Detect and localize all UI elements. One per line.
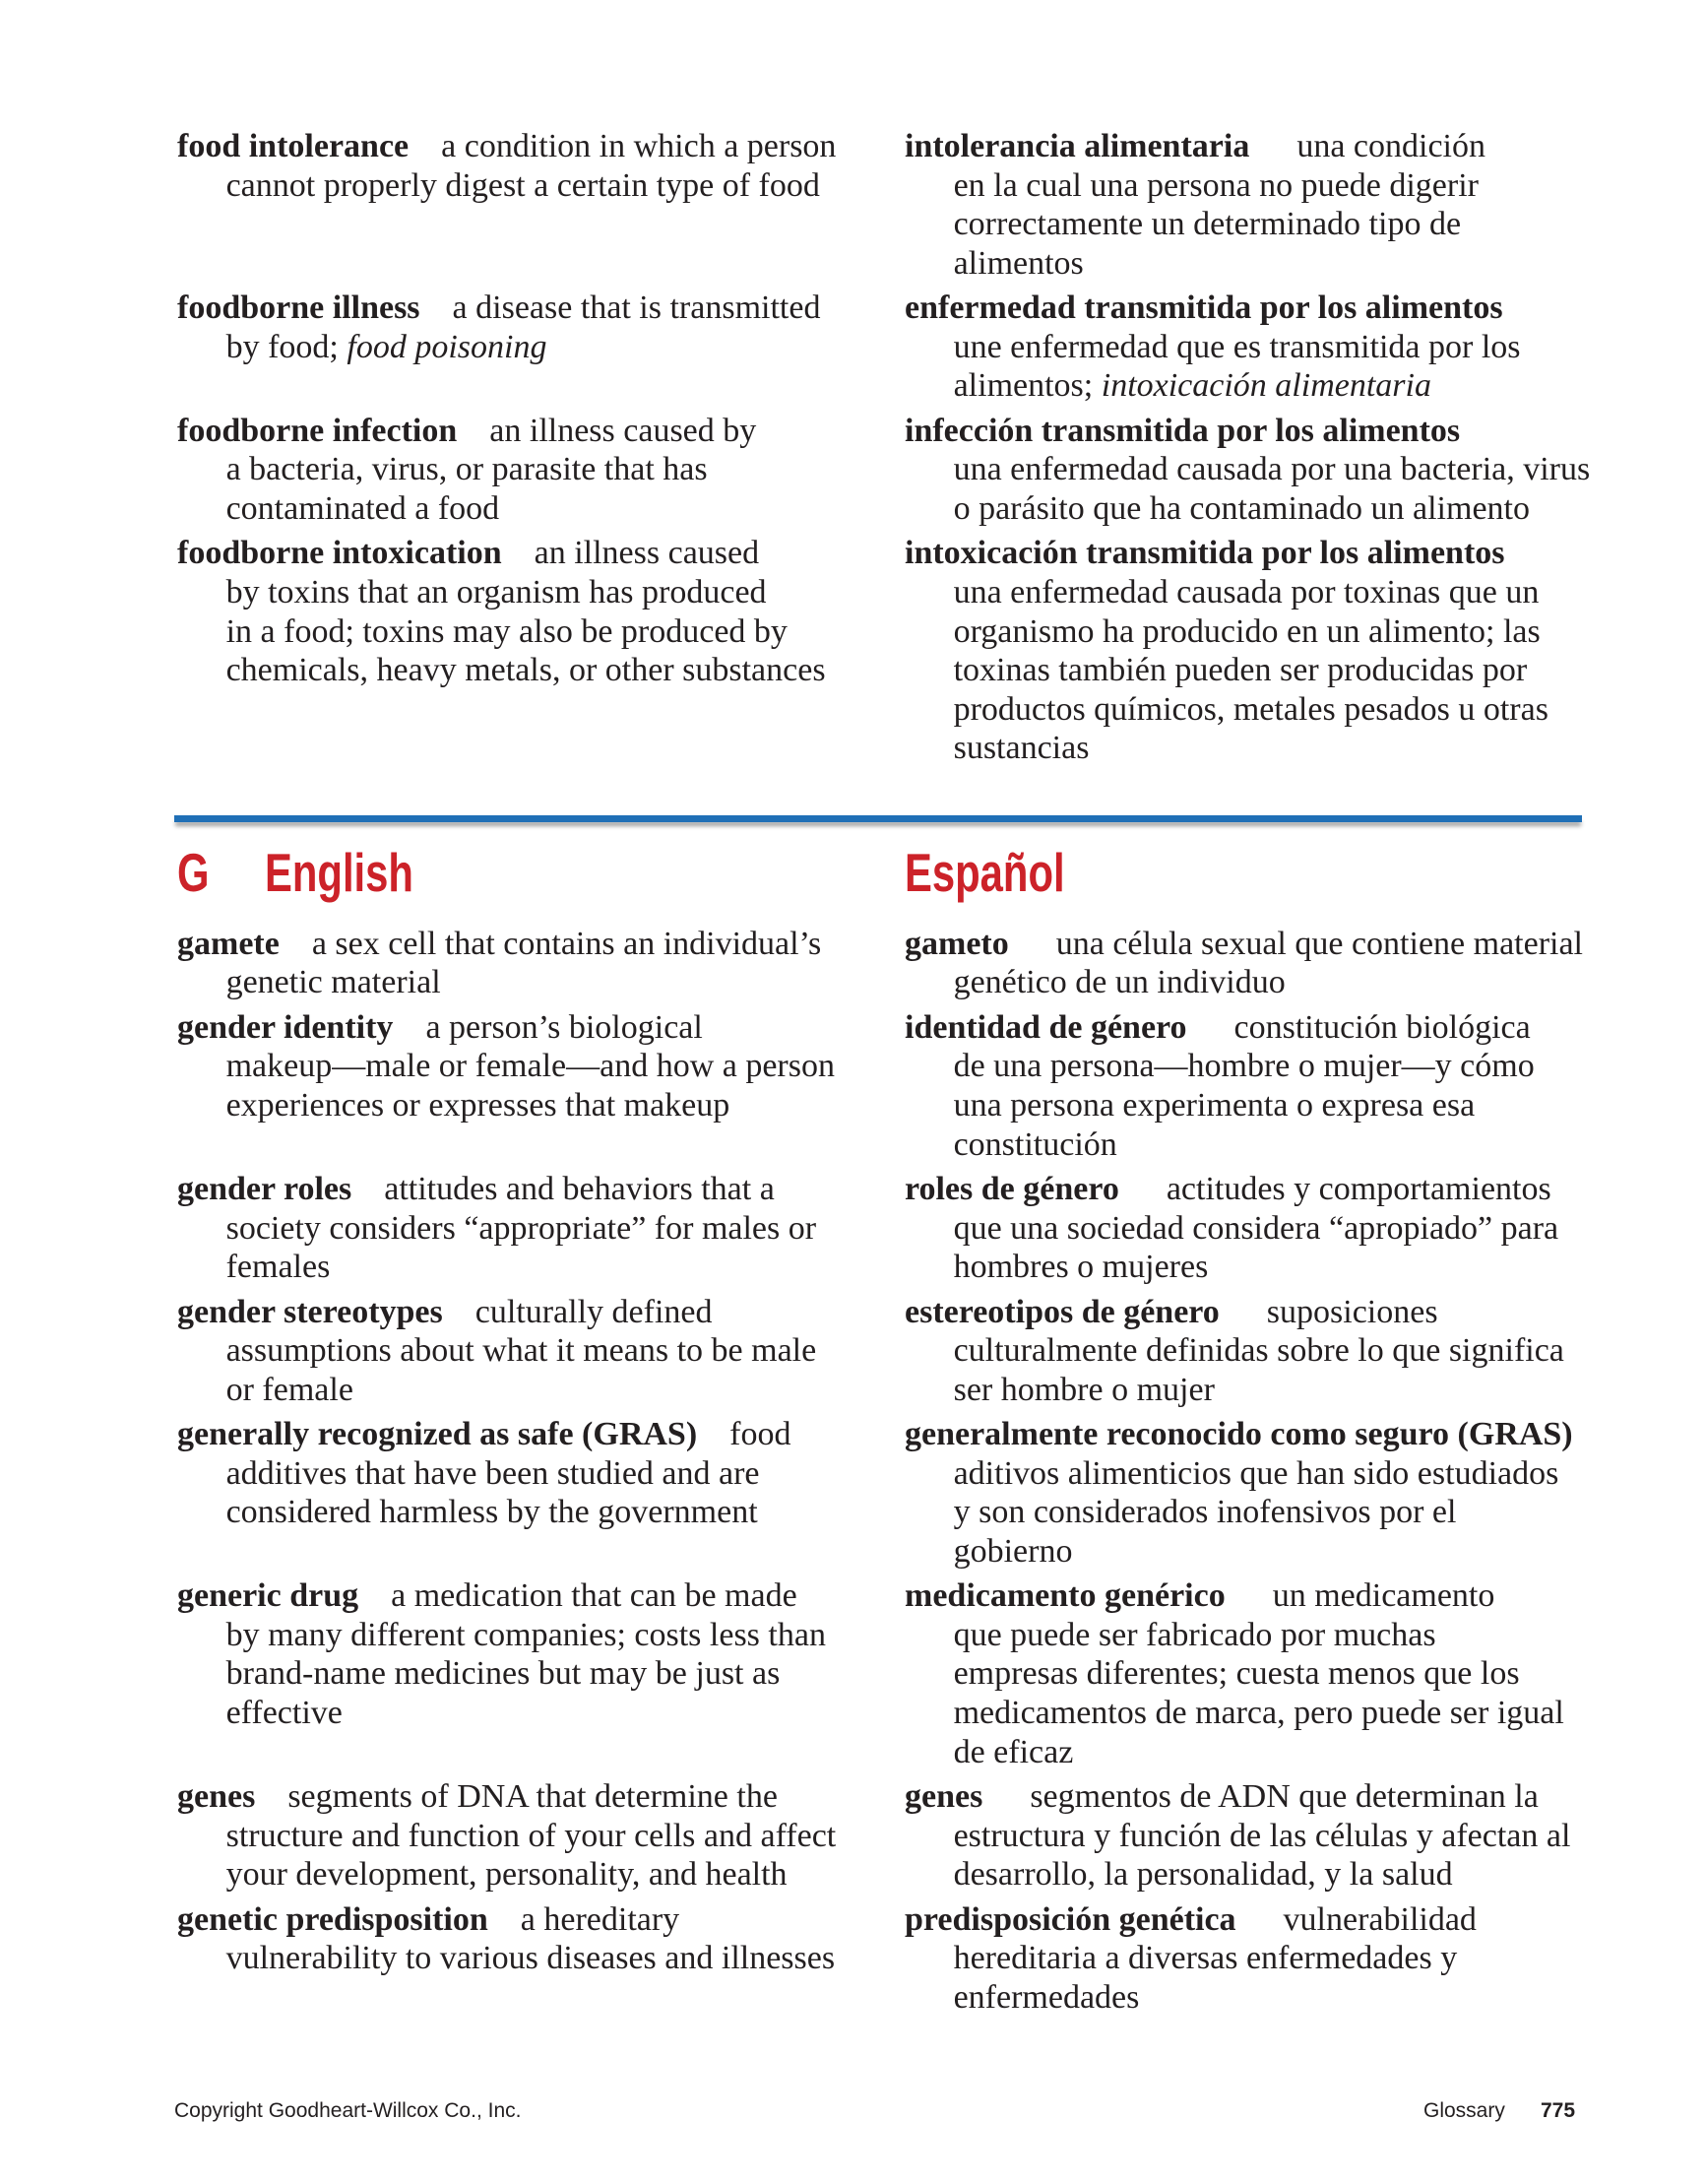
entry-term: gameto <box>905 925 1009 962</box>
entry-term: predisposición genética <box>905 1900 1236 1938</box>
entry-term: foodborne infection <box>177 412 458 449</box>
heading-spanish: Español <box>905 842 1065 903</box>
glossary-section-g <box>177 925 1653 2023</box>
glossary-entry-spanish <box>905 127 1653 283</box>
entry-term: gender identity <box>177 1008 394 1046</box>
entry-term: intoxicación transmitida por los alimentos <box>905 535 1505 572</box>
glossary-entry-spanish <box>905 1415 1653 1571</box>
glossary-row <box>177 1900 1653 2018</box>
entry-term: estereotipos de género <box>905 1293 1220 1330</box>
entry-term: generic drug <box>177 1577 359 1615</box>
entry-term: gender stereotypes <box>177 1293 443 1330</box>
footer-section-label: Glossary <box>1423 2099 1505 2122</box>
entry-definition: una enfermedad causada por una bacteria, virus o parásito que ha contaminado un alimento <box>953 451 1591 527</box>
entry-definition-italic: food poisoning <box>347 328 547 365</box>
entry-term: roles de género <box>905 1170 1119 1207</box>
entry-term: food intolerance <box>177 128 410 164</box>
entry-term: genetic predisposition <box>177 1900 488 1938</box>
glossary-row <box>177 1008 1653 1164</box>
entry-definition: a disease that is transmitted by food; <box>225 289 821 365</box>
entry-definition: a medication that can be made by many different companies; costs less than brand-name medicines but may be just as effective <box>225 1577 826 1732</box>
glossary-row <box>177 1415 1653 1571</box>
glossary-entry-english <box>177 925 905 1002</box>
glossary-row <box>177 1293 1653 1410</box>
glossary-entry-spanish <box>905 289 1653 406</box>
entry-definition: culturally defined assumptions about what it means to be male or female <box>225 1293 817 1408</box>
section-letter: G <box>177 842 210 903</box>
entry-definition: segments of DNA that determine the structure and function of your cells and affect your development, personality, and health <box>225 1778 837 1894</box>
entry-term: intolerancia alimentaria <box>905 128 1250 164</box>
entry-definition: una célula sexual que contiene material genético de un individuo <box>953 925 1584 1001</box>
entry-definition: a condition in which a person cannot properly digest a certain type of food <box>225 128 837 204</box>
glossary-row <box>177 289 1653 406</box>
entry-term: foodborne illness <box>177 289 420 327</box>
entry-definition: attitudes and behaviors that a society considers “appropriate” for males or females <box>225 1170 817 1286</box>
glossary-entry-spanish <box>905 1777 1653 1895</box>
glossary-entry-english <box>177 1170 905 1287</box>
glossary-entry-english <box>177 412 905 529</box>
entry-definition: vulnerabilidad hereditaria a diversas enfermedades y enfermedades <box>953 1900 1477 2016</box>
glossary-entry-english <box>177 127 905 283</box>
glossary-entry-english <box>177 1008 905 1164</box>
glossary-row <box>177 925 1653 1002</box>
heading-english: English <box>265 842 413 903</box>
entry-definition: una enfermedad causada por toxinas que un organismo ha producido en un alimento; las toxinas también pueden ser producidas por productos químicos, metales pesados u otras sustancias <box>953 573 1548 767</box>
entry-definition: une enfermedad que es transmitida por los alimentos; <box>953 328 1521 405</box>
entry-term: enfermedad transmitida por los alimentos <box>905 289 1503 327</box>
entry-definition: an illness caused by a bacteria, virus, or parasite that has contaminated a food <box>225 412 757 527</box>
entry-definition: actitudes y comportamientos que una sociedad considera “apropiado” para hombres o mujeres <box>953 1170 1559 1286</box>
entry-term: infección transmitida por los alimentos <box>905 412 1461 449</box>
entry-definition: constitución biológica de una persona—hombre o mujer—y cómo una persona experimenta o expresa esa constitución <box>953 1008 1535 1163</box>
glossary-entry-spanish <box>905 1170 1653 1287</box>
glossary-entry-english <box>177 1777 905 1895</box>
entry-term: generally recognized as safe (GRAS) <box>177 1416 698 1453</box>
page-number: 775 <box>1541 2099 1576 2122</box>
glossary-entry-english <box>177 1900 905 2018</box>
glossary-entry-english <box>177 1293 905 1410</box>
glossary-entry-spanish <box>905 1900 1653 2018</box>
glossary-entry-spanish <box>905 925 1653 1002</box>
entry-definition-block <box>954 328 1653 406</box>
entry-term: gamete <box>177 925 280 962</box>
entry-term: gender roles <box>177 1170 352 1207</box>
glossary-entry-spanish <box>905 534 1653 768</box>
entry-definition: an illness caused by toxins that an organism has produced in a food; toxins may also be produced by chemicals, heavy metals, or other substances <box>225 535 826 689</box>
entry-definition-italic: intoxicación alimentaria <box>1101 367 1431 405</box>
entry-definition: un medicamento que puede ser fabricado por muchas empresas diferentes; cuesta menos que los medicamentos de marca, pero puede ser igual de eficaz <box>953 1577 1564 1770</box>
entry-definition: suposiciones culturalmente definidas sobre lo que significa ser hombre o mujer <box>953 1293 1564 1408</box>
entry-term: medicamento genérico <box>905 1577 1226 1615</box>
glossary-entry-english <box>177 534 905 768</box>
glossary-row <box>177 534 1653 768</box>
entry-definition: food additives that have been studied and are considered harmless by the government <box>225 1416 791 1531</box>
glossary-row <box>177 1777 1653 1895</box>
glossary-row <box>177 1576 1653 1771</box>
glossary-entry-spanish <box>905 1576 1653 1771</box>
entry-term: genes <box>177 1778 256 1816</box>
entry-definition: a person’s biological makeup—male or female—and how a person experiences or expresses that makeup <box>225 1008 835 1124</box>
footer-copyright: Copyright Goodheart-Willcox Co., Inc. <box>174 2099 522 2122</box>
glossary-entry-spanish <box>905 1008 1653 1164</box>
glossary-entry-spanish <box>905 1293 1653 1410</box>
glossary-entry-spanish <box>905 412 1653 529</box>
entry-definition: a sex cell that contains an individual’s genetic material <box>225 925 822 1001</box>
glossary-entry-english <box>177 1576 905 1771</box>
glossary-row <box>177 1170 1653 1287</box>
glossary-row <box>177 412 1653 529</box>
section-divider-rule <box>174 815 1582 822</box>
entry-term: identidad de género <box>905 1008 1187 1046</box>
glossary-entry-english <box>177 1415 905 1571</box>
glossary-entry-english <box>177 289 905 406</box>
entry-term: foodborne intoxication <box>177 535 502 572</box>
glossary-row <box>177 127 1653 283</box>
entry-definition: una condición en la cual una persona no puede digerir correctamente un determinado tipo de alimentos <box>953 128 1485 282</box>
entry-definition: a hereditary vulnerability to various diseases and illnesses <box>225 1900 836 1977</box>
entry-term: genes <box>905 1778 983 1816</box>
entry-definition: segmentos de ADN que determinan la estructura y función de las células y afectan al desarrollo, la personalidad, y la salud <box>953 1778 1571 1894</box>
entry-term: generalmente reconocido como seguro (GRAS) <box>905 1416 1573 1453</box>
glossary-section-f <box>177 127 1653 774</box>
entry-definition: aditivos alimenticios que han sido estudiados y son considerados inofensivos por el gobierno <box>953 1454 1559 1570</box>
